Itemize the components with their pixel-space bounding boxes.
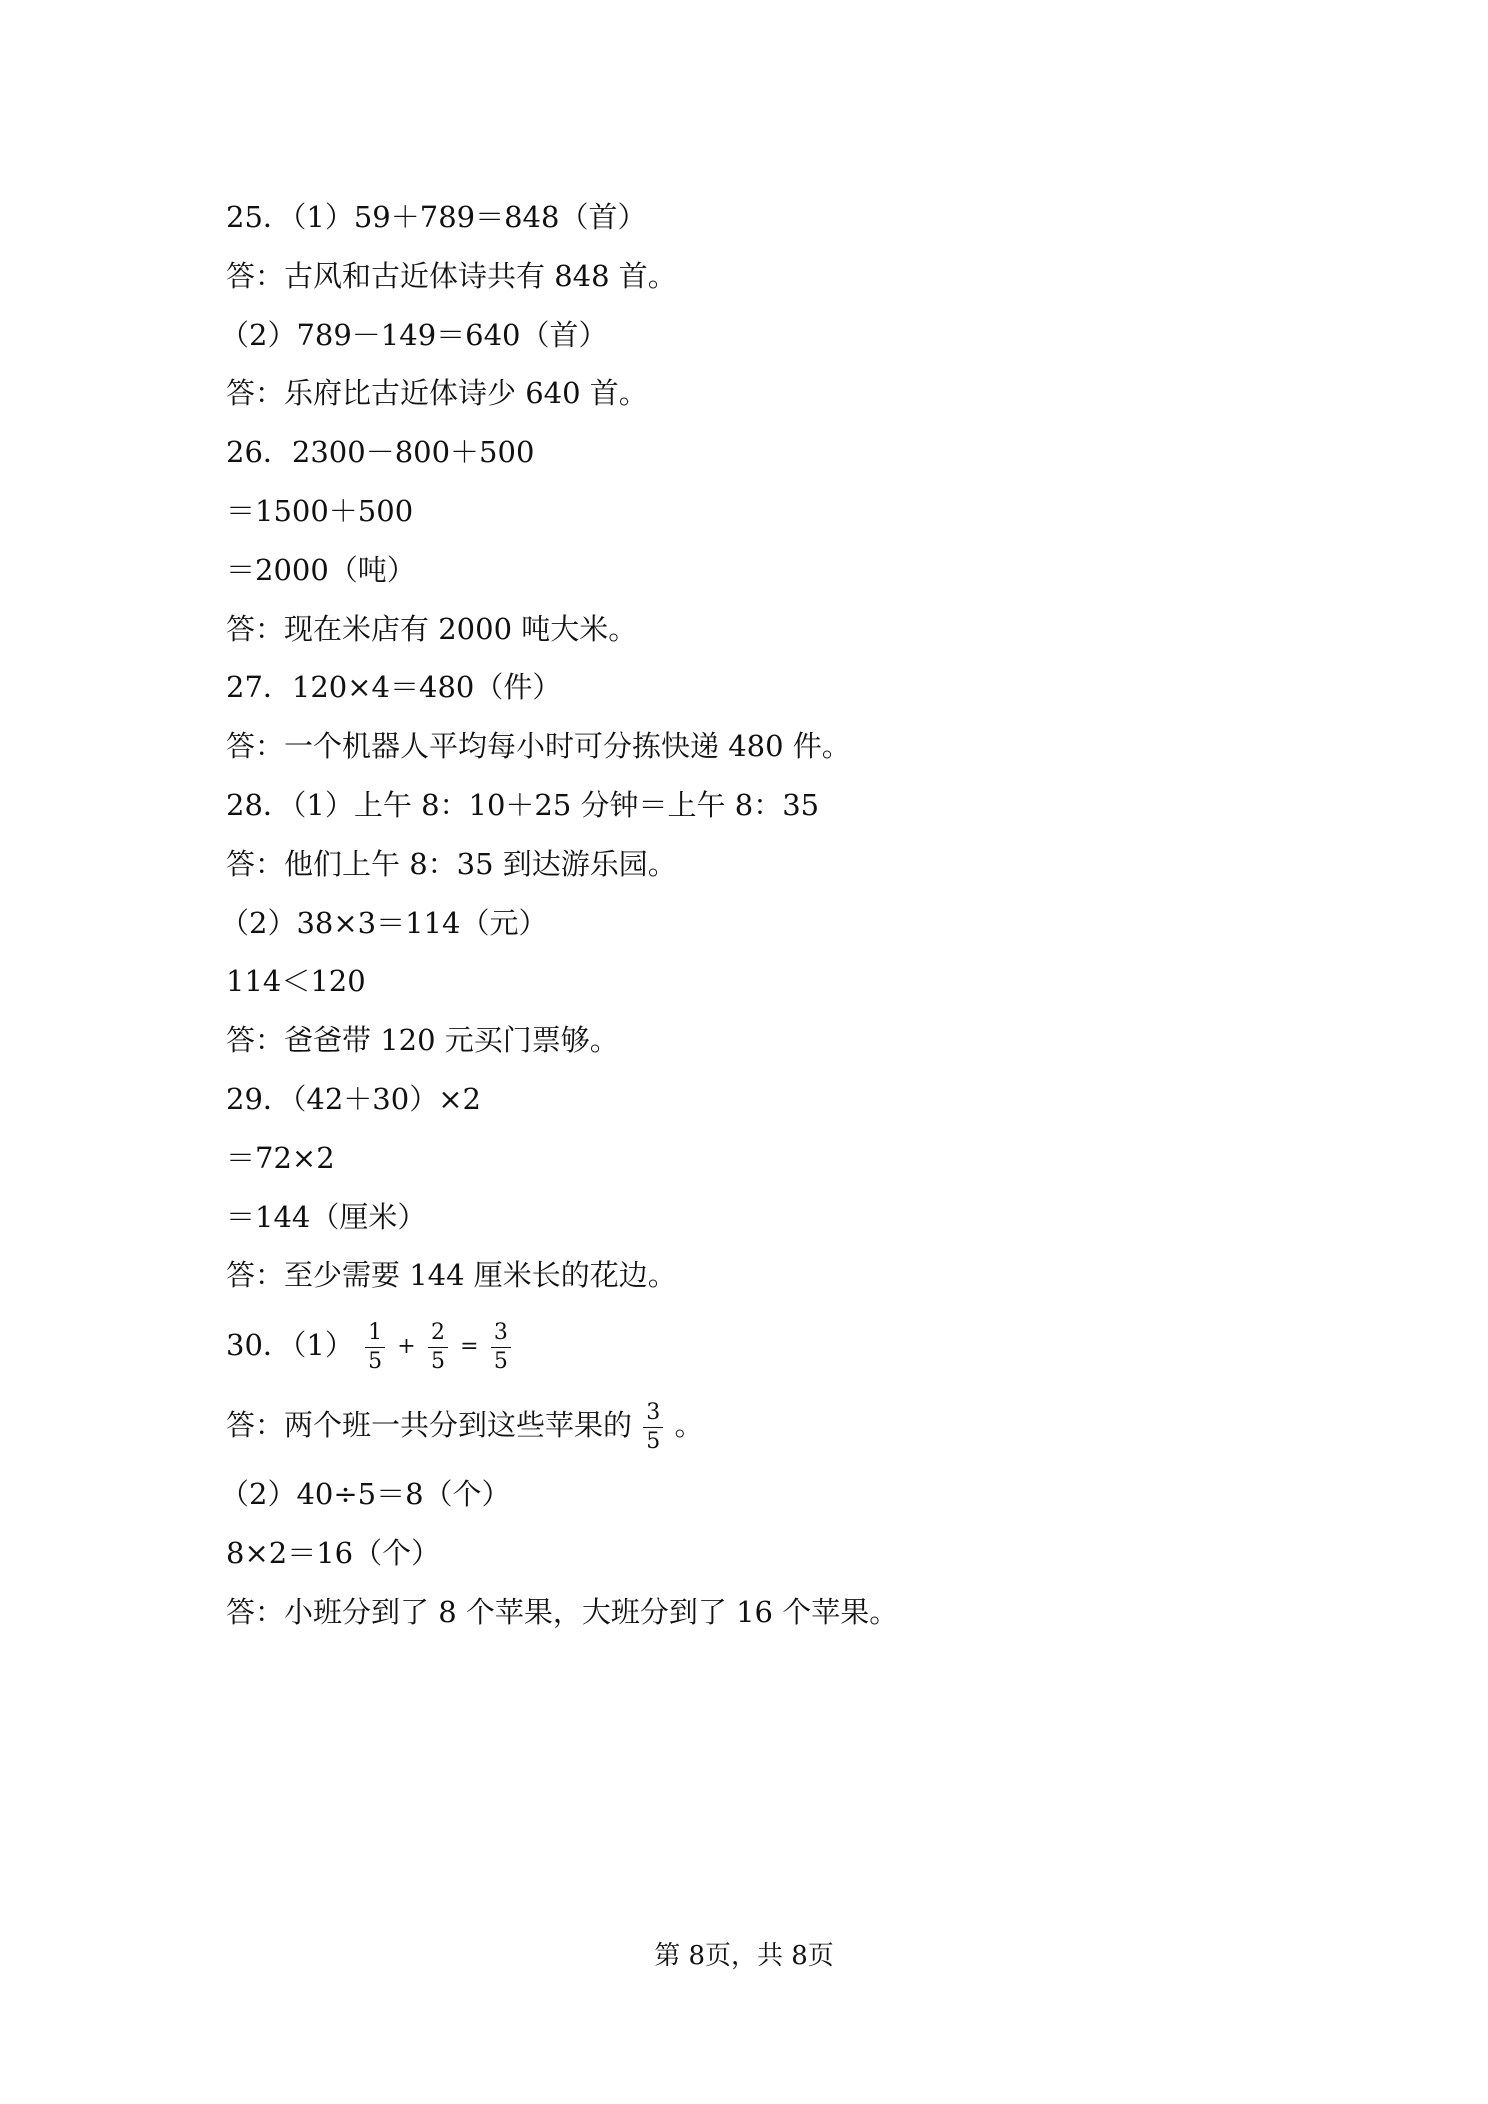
q30-step: 8×2＝16（个）	[226, 1535, 441, 1570]
q30-part2: （2）40÷5＝8（个）	[220, 1477, 511, 1512]
q30-prefix: 30．（1）	[226, 1328, 354, 1363]
q26-step1: 26．2300－800＋500	[226, 435, 535, 470]
q29-answer: 答：至少需要 144 厘米长的花边。	[226, 1258, 677, 1293]
q28-answer1: 答：他们上午 8：35 到达游乐园。	[226, 846, 677, 881]
q26-answer: 答：现在米店有 2000 吨大米。	[226, 611, 638, 646]
q30-answer-text: 答：两个班一共分到这些苹果的	[226, 1408, 633, 1443]
page-footer: 第 8页，共 8页	[654, 1941, 834, 1971]
q28-answer2: 答：爸爸带 120 元买门票够。	[226, 1023, 619, 1058]
equals-sign: =	[460, 1334, 479, 1360]
q27-answer: 答：一个机器人平均每小时可分拣快递 480 件。	[226, 729, 851, 764]
q25-part2: （2）789－149＝640（首）	[220, 317, 608, 352]
q29-step2: ＝72×2	[226, 1140, 335, 1175]
q25-answer2: 答：乐府比古近体诗少 640 首。	[226, 376, 648, 411]
q27-step: 27．120×4＝480（件）	[226, 670, 562, 705]
q30-answer-suffix: 。	[674, 1408, 704, 1443]
q26-step3: ＝2000（吨）	[226, 552, 416, 587]
fraction-one-fifth: $\frac{1}{5}$	[365, 1322, 385, 1373]
q29-step3: ＝144（厘米）	[226, 1199, 427, 1234]
q30-part1	[226, 1305, 1266, 1385]
q25-answer1: 答：古风和古近体诗共有 848 首。	[226, 258, 677, 293]
fraction-three-fifths: $\frac{3}{5}$	[491, 1322, 511, 1373]
q28-part1: 28．（1）上午 8：10＋25 分钟＝上午 8：35	[226, 787, 820, 822]
plus-sign: +	[397, 1334, 416, 1360]
q28-compare: 114＜120	[226, 964, 366, 999]
q26-step2: ＝1500＋500	[226, 493, 414, 528]
q29-step1: 29．（42＋30）×2	[226, 1081, 481, 1116]
q28-part2: （2）38×3＝114（元）	[220, 905, 548, 940]
answer-content	[220, 188, 1266, 1642]
q30-answer1	[226, 1385, 1266, 1465]
fraction-two-fifths: $\frac{2}{5}$	[428, 1322, 448, 1373]
q25-part1: 25．（1）59＋789＝848（首）	[226, 200, 647, 234]
q30-answer2: 答：小班分到了 8 个苹果，大班分到了 16 个苹果。	[226, 1594, 899, 1629]
answer-fraction: $\frac{3}{5}$	[643, 1402, 663, 1453]
